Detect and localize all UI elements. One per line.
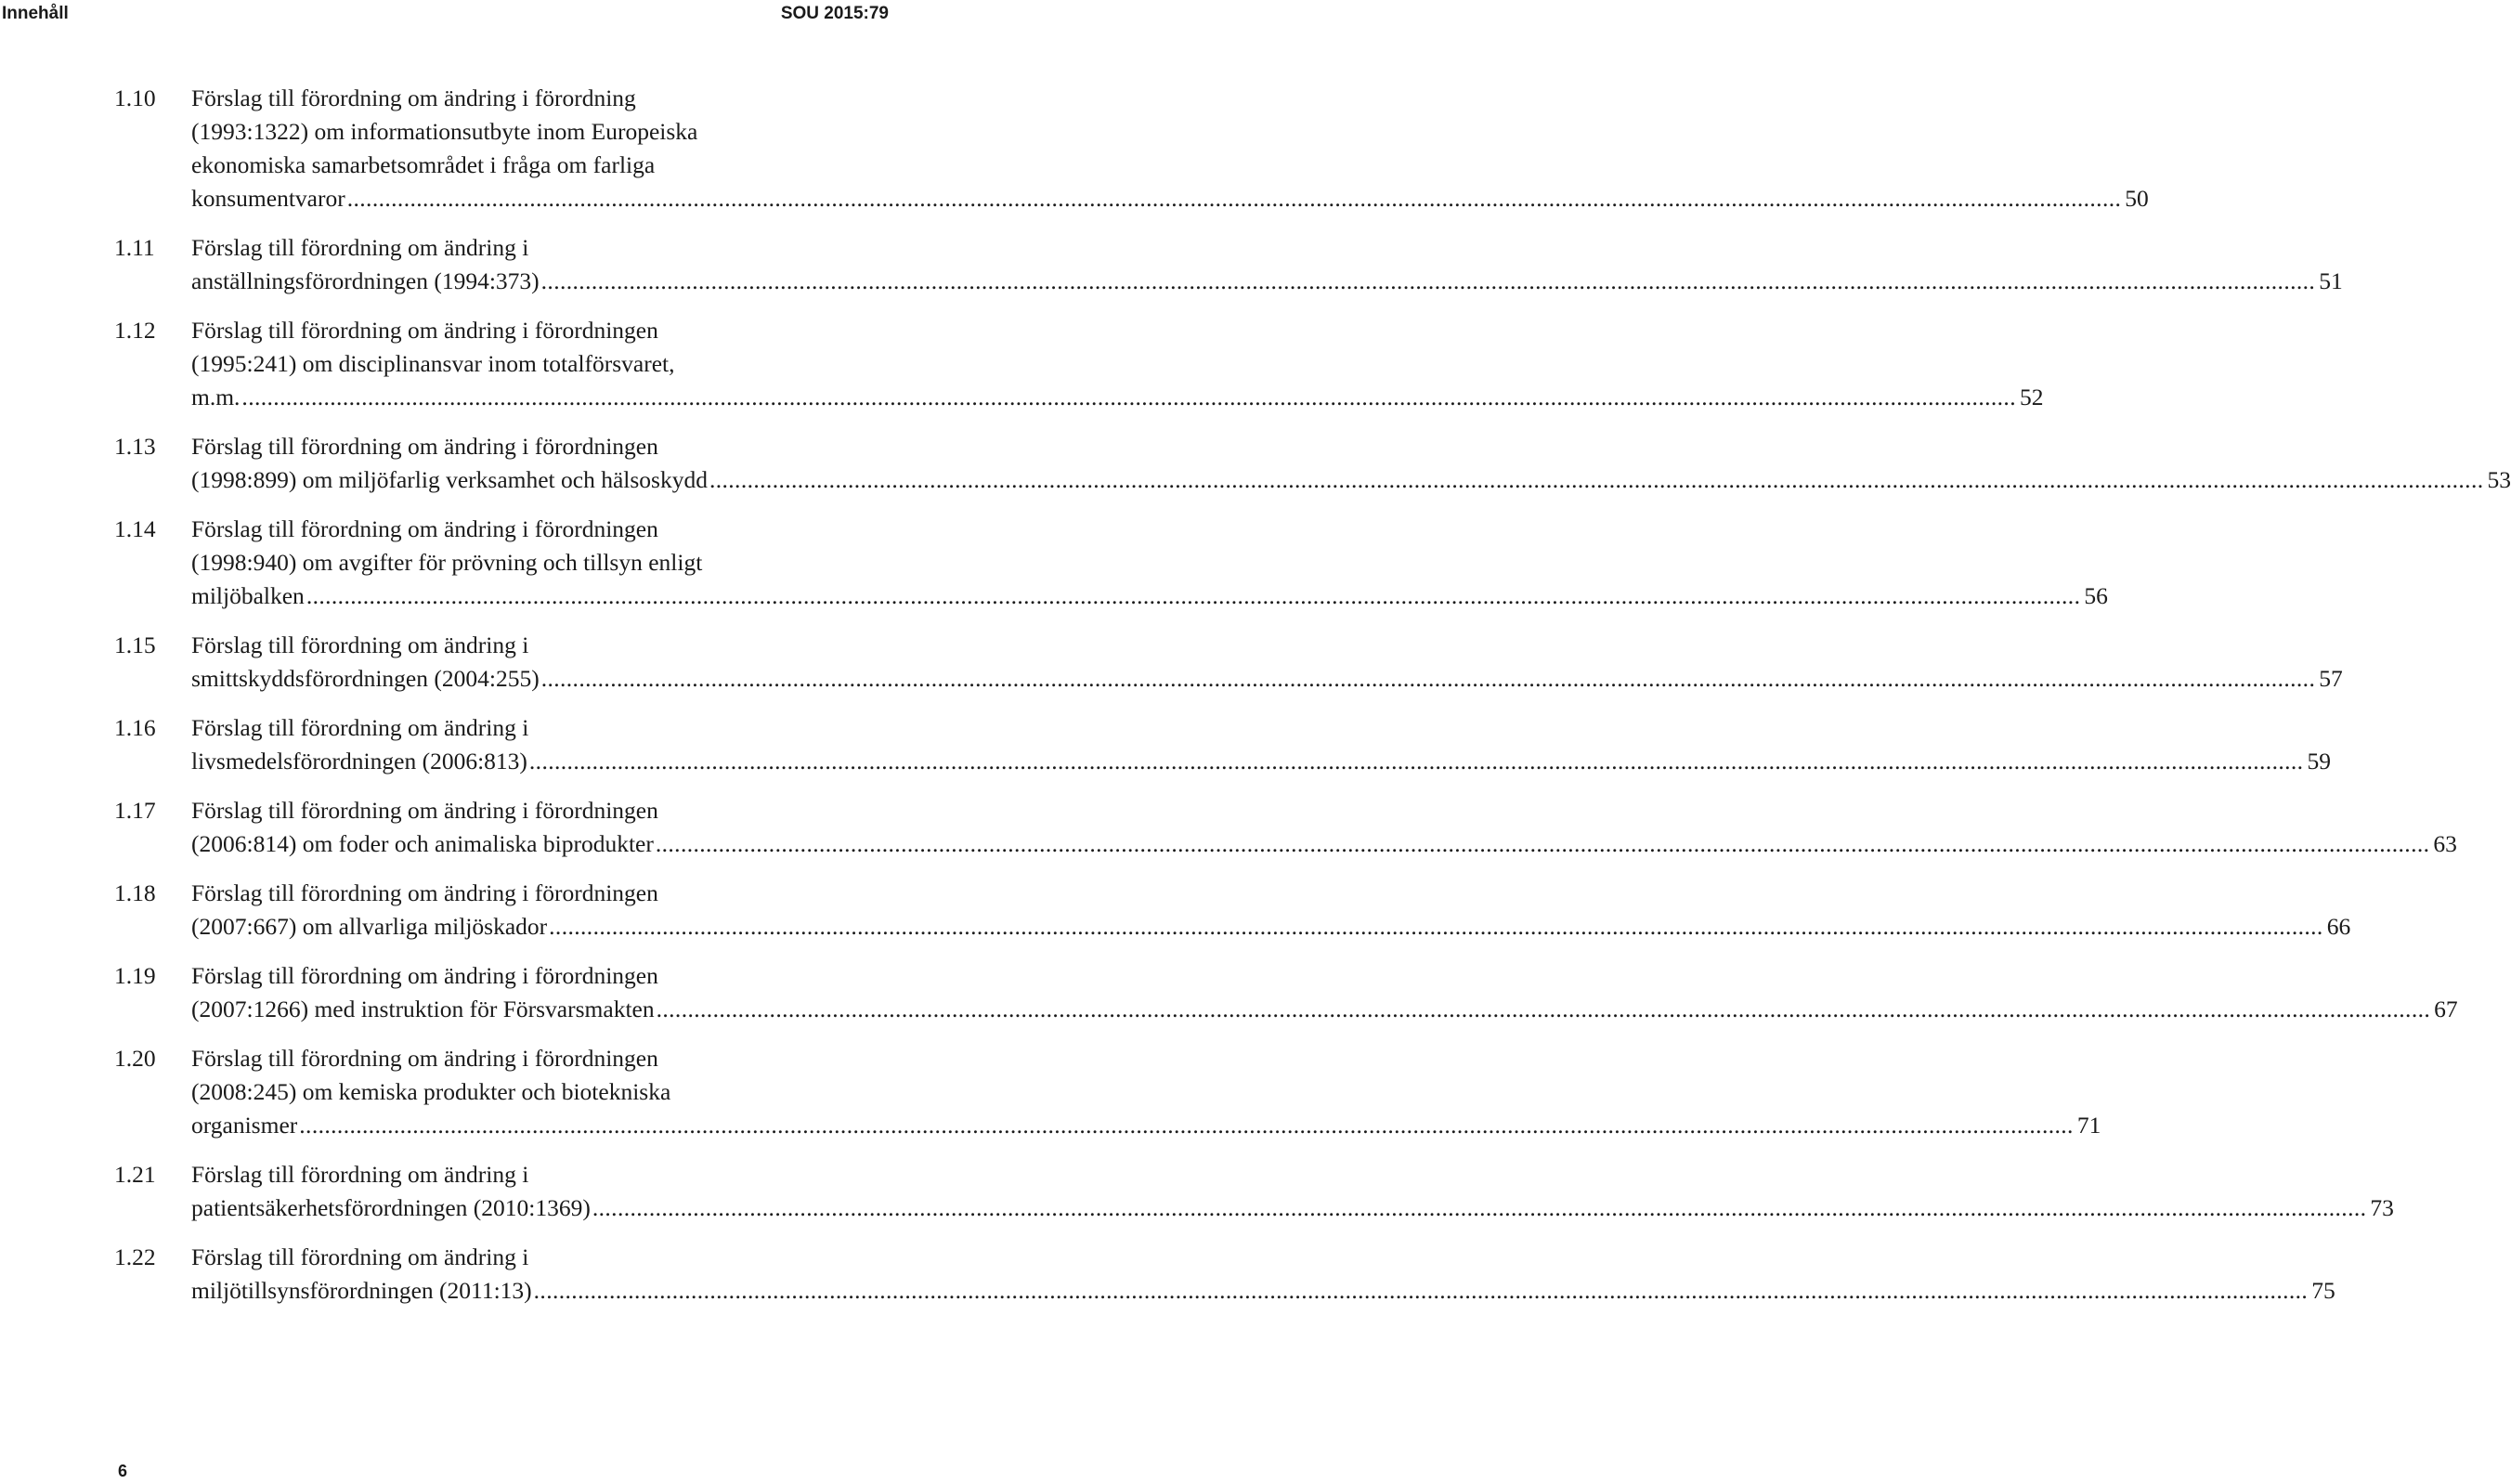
- toc-entry-final-line: [191, 265, 2343, 298]
- toc-page-number[interactable]: 66: [2326, 913, 2351, 940]
- toc-entry[interactable]: [114, 513, 2108, 613]
- toc-entry[interactable]: [114, 877, 2351, 944]
- toc-entry-final-line: [191, 381, 2043, 414]
- dot-leader: [591, 1191, 2371, 1225]
- toc-entry-number: 1.12: [114, 317, 156, 344]
- toc-entry-title-line: (2007:667) om allvarliga miljöskador: [191, 913, 548, 940]
- dot-leader: [655, 993, 2435, 1026]
- toc-entry-title-line: (1998:940) om avgifter för prövning och tillsyn enligt: [191, 549, 703, 576]
- table-of-contents: [114, 82, 2511, 1323]
- toc-page-number[interactable]: 73: [2370, 1194, 2394, 1221]
- toc-entry[interactable]: [114, 1158, 2394, 1225]
- toc-entry-title-line: (1998:899) om miljöfarlig verksamhet och hälsoskydd: [191, 466, 708, 493]
- toc-entry-title-line: (1993:1322) om informationsutbyte inom Europeiska: [191, 118, 698, 145]
- toc-entry-title-line: Förslag till förordning om ändring i förordningen: [191, 962, 658, 989]
- toc-entry-title-line: Förslag till förordning om ändring i förordningen: [191, 317, 658, 344]
- toc-entry-number: 1.16: [114, 714, 156, 741]
- toc-entry-final-line: [191, 463, 2511, 497]
- toc-entry-title-line: (2007:1266) med instruktion för Försvarsmakten: [191, 996, 655, 1022]
- dot-leader: [654, 827, 2434, 861]
- toc-entry-final-line: [191, 993, 2458, 1026]
- toc-entry-body: [191, 1241, 2335, 1308]
- toc-entry-number: 1.10: [114, 85, 156, 111]
- toc-entry[interactable]: [114, 82, 2149, 215]
- dot-leader: [708, 463, 2488, 497]
- toc-entry-number: 1.21: [114, 1161, 156, 1188]
- toc-entry-final-line: [191, 745, 2331, 778]
- toc-entry-title-line: Förslag till förordning om ändring i förordning: [191, 85, 636, 111]
- toc-entry-title-line: (1995:241) om disciplinansvar inom totalförsvaret,: [191, 350, 675, 377]
- dot-leader: [345, 182, 2126, 215]
- toc-entry-body: [191, 1158, 2394, 1225]
- toc-entry-title-line: miljöbalken: [191, 582, 305, 609]
- toc-entry-number: 1.17: [114, 797, 156, 824]
- toc-entry-title-line: Förslag till förordning om ändring i: [191, 234, 529, 261]
- toc-entry-final-line: [191, 182, 2149, 215]
- toc-page-number[interactable]: 59: [2307, 748, 2331, 775]
- toc-entry-title-line: (2006:814) om foder och animaliska biprodukter: [191, 830, 654, 857]
- toc-entry-title-line: konsumentvaror: [191, 185, 345, 212]
- toc-entry-number: 1.15: [114, 631, 156, 658]
- toc-entry-title-line: Förslag till förordning om ändring i: [191, 1161, 529, 1188]
- toc-entry-final-line: [191, 1109, 2101, 1142]
- toc-entry-body: [191, 959, 2458, 1026]
- toc-entry-body: [191, 231, 2343, 298]
- toc-entry-final-line: [191, 910, 2350, 944]
- toc-entry[interactable]: [114, 231, 2343, 298]
- header-section-title: Innehåll: [2, 4, 69, 23]
- header-document-id: SOU 2015:79: [780, 4, 889, 23]
- toc-entry-title-line: anställningsförordningen (1994:373): [191, 267, 540, 294]
- toc-page-number[interactable]: 63: [2433, 830, 2457, 857]
- toc-entry-body: [191, 513, 2108, 613]
- toc-entry[interactable]: [114, 959, 2458, 1026]
- toc-entry[interactable]: [114, 1042, 2101, 1142]
- toc-entry-title-line: patientsäkerhetsförordningen (2010:1369): [191, 1194, 591, 1221]
- dot-leader: [527, 745, 2308, 778]
- toc-page-number[interactable]: 57: [2319, 665, 2343, 692]
- toc-page-number[interactable]: 51: [2319, 267, 2343, 294]
- toc-page-number[interactable]: 50: [2125, 185, 2149, 212]
- toc-entry-number: 1.22: [114, 1243, 156, 1270]
- page-number: 6: [118, 1462, 128, 1480]
- toc-entry-title-line: Förslag till förordning om ändring i förordningen: [191, 879, 658, 906]
- toc-entry[interactable]: [114, 794, 2457, 861]
- toc-entry-title-line: smittskyddsförordningen (2004:255): [191, 665, 540, 692]
- dot-leader: [540, 265, 2320, 298]
- toc-entry-body: [191, 430, 2511, 497]
- toc-entry[interactable]: [114, 430, 2511, 497]
- toc-entry-body: [191, 877, 2350, 944]
- toc-page-number[interactable]: 53: [2487, 466, 2511, 493]
- toc-entry-title-line: Förslag till förordning om ändring i: [191, 1243, 529, 1270]
- toc-entry-title-line: (2008:245) om kemiska produkter och biotekniska: [191, 1078, 671, 1105]
- toc-entry-final-line: [191, 827, 2457, 861]
- toc-entry-final-line: [191, 662, 2343, 696]
- toc-entry-final-line: [191, 1274, 2335, 1308]
- toc-entry[interactable]: [114, 314, 2044, 414]
- toc-entry-body: [191, 711, 2331, 778]
- toc-entry-title-line: Förslag till förordning om ändring i: [191, 631, 529, 658]
- toc-entry-title-line: Förslag till förordning om ändring i förordningen: [191, 1045, 658, 1072]
- toc-page-number[interactable]: 67: [2434, 996, 2458, 1022]
- toc-entry-title-line: organismer: [191, 1112, 298, 1139]
- toc-entry-number: 1.19: [114, 962, 156, 989]
- dot-leader: [297, 1109, 2077, 1142]
- toc-entry-body: [191, 794, 2457, 861]
- toc-entry-number: 1.14: [114, 515, 156, 542]
- toc-entry[interactable]: [114, 1241, 2335, 1308]
- toc-entry[interactable]: [114, 711, 2331, 778]
- toc-page-number[interactable]: 56: [2084, 582, 2108, 609]
- toc-entry-title-line: ekonomiska samarbetsområdet i fråga om farliga: [191, 151, 656, 178]
- toc-entry-number: 1.13: [114, 433, 156, 460]
- toc-entry-body: [191, 629, 2343, 696]
- toc-page-number[interactable]: 75: [2311, 1277, 2335, 1304]
- dot-leader: [540, 662, 2320, 696]
- dot-leader: [547, 910, 2327, 944]
- toc-entry-title-line: m.m.: [191, 384, 241, 410]
- dot-leader: [240, 381, 2020, 414]
- toc-page-number[interactable]: 71: [2076, 1112, 2101, 1139]
- toc-page-number[interactable]: 52: [2019, 384, 2044, 410]
- running-header: [0, 0, 891, 37]
- toc-entry-body: [191, 314, 2043, 414]
- toc-entry-title-line: miljötillsynsförordningen (2011:13): [191, 1277, 532, 1304]
- toc-entry-body: [191, 82, 2149, 215]
- toc-entry-title-line: Förslag till förordning om ändring i: [191, 714, 529, 741]
- dot-leader: [305, 579, 2085, 613]
- toc-entry-title-line: Förslag till förordning om ändring i förordningen: [191, 515, 658, 542]
- dot-leader: [532, 1274, 2312, 1308]
- toc-entry-title-line: Förslag till förordning om ändring i förordningen: [191, 433, 658, 460]
- toc-entry-final-line: [191, 579, 2108, 613]
- toc-entry-title-line: livsmedelsförordningen (2006:813): [191, 748, 527, 775]
- toc-entry[interactable]: [114, 629, 2343, 696]
- toc-entry-number: 1.20: [114, 1045, 156, 1072]
- toc-entry-final-line: [191, 1191, 2394, 1225]
- toc-entry-title-line: Förslag till förordning om ändring i förordningen: [191, 797, 658, 824]
- toc-entry-number: 1.18: [114, 879, 156, 906]
- toc-entry-number: 1.11: [114, 234, 155, 261]
- toc-entry-body: [191, 1042, 2101, 1142]
